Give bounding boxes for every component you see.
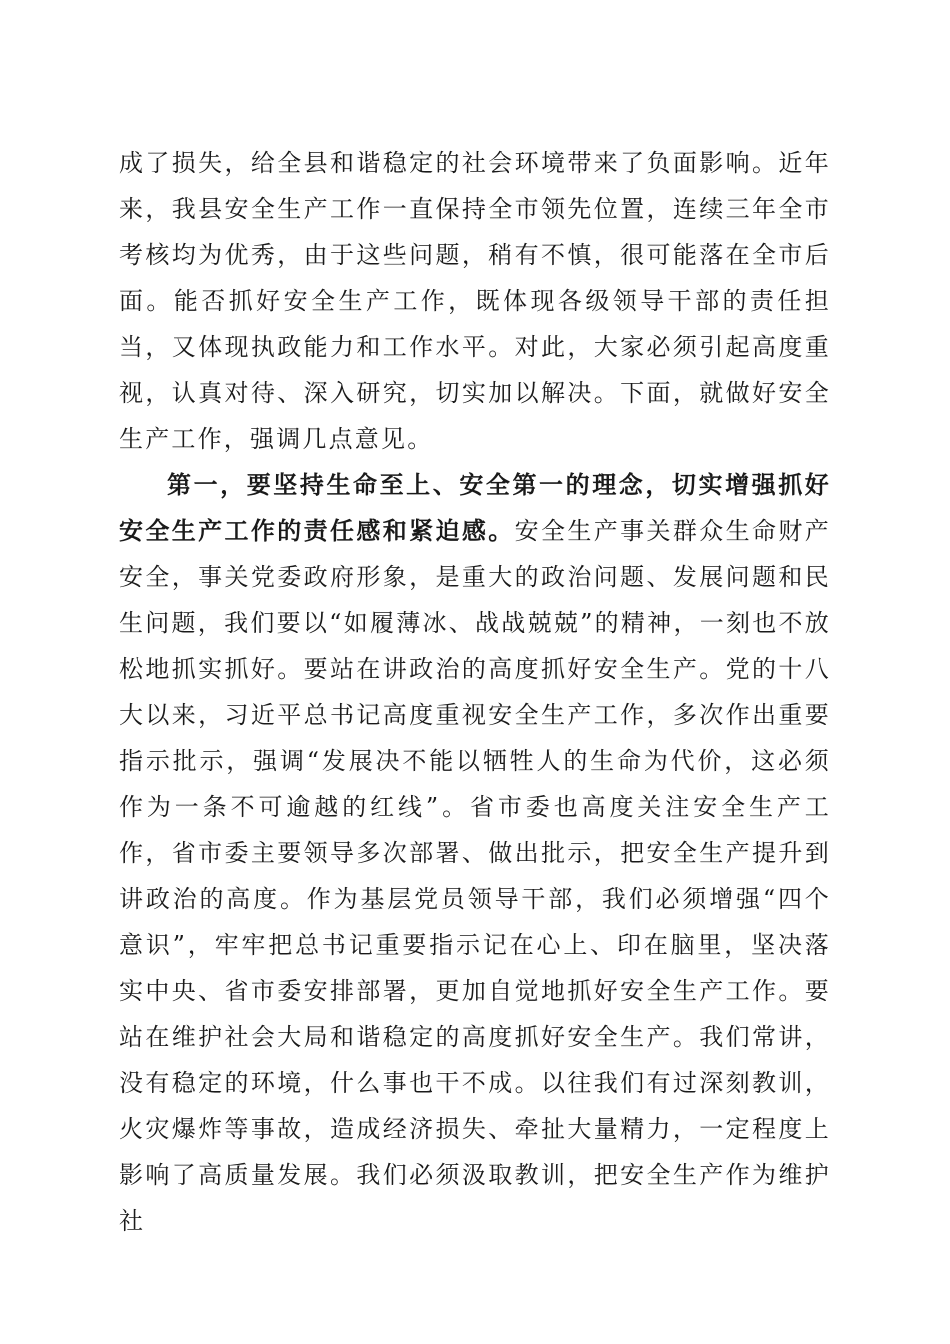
document-body [119, 140, 831, 1244]
section-one-heading: 第一，要坚持生命至上、安全第一的理念，切实增强抓好安全生产工作的责任感和紧迫感。 [119, 470, 831, 545]
paragraph-intro: 成了损失，给全县和谐稳定的社会环境带来了负面影响。近年来，我县安全生产工作一直保持全市领先位置，连续三年全市考核均为优秀，由于这些问题，稍有不慎，很可能落在全市后面。能否抓好安全生产工作，既体现各级领导干部的责任担当，又体现执政能力和工作水平。对此，大家必须引起高度重视，认真对待、深入研究，切实加以解决。下面，就做好安全生产工作，强调几点意见。 [119, 149, 831, 453]
paragraph-section-one [119, 462, 831, 1244]
section-one-body: 安全生产事关群众生命财产安全，事关党委政府形象，是重大的政治问题、发展问题和民生问题，我们要以“如履薄冰、战战兢兢”的精神，一刻也不放松地抓实抓好。要站在讲政治的高度抓好安全生产。党的十八大以来，习近平总书记高度重视安全生产工作，多次作出重要指示批示，强调“发展决不能以牺牲人的生命为代价，这必须作为一条不可逾越的红线”。省市委也高度关注安全生产工作，省市委主要领导多次部署、做出批示，把安全生产提升到讲政治的高度。作为基层党员领导干部，我们必须增强“四个意识”，牢牢把总书记重要指示记在心上、印在脑里，坚决落实中央、省市委安排部署，更加自觉地抓好安全生产工作。要站在维护社会大局和谐稳定的高度抓好安全生产。我们常讲，没有稳定的环境，什么事也干不成。以往我们有过深刻教训，火灾爆炸等事故，造成经济损失、牵扯大量精力，一定程度上影响了高质量发展。我们必须汲取教训，把安全生产作为维护社 [119, 517, 831, 1235]
